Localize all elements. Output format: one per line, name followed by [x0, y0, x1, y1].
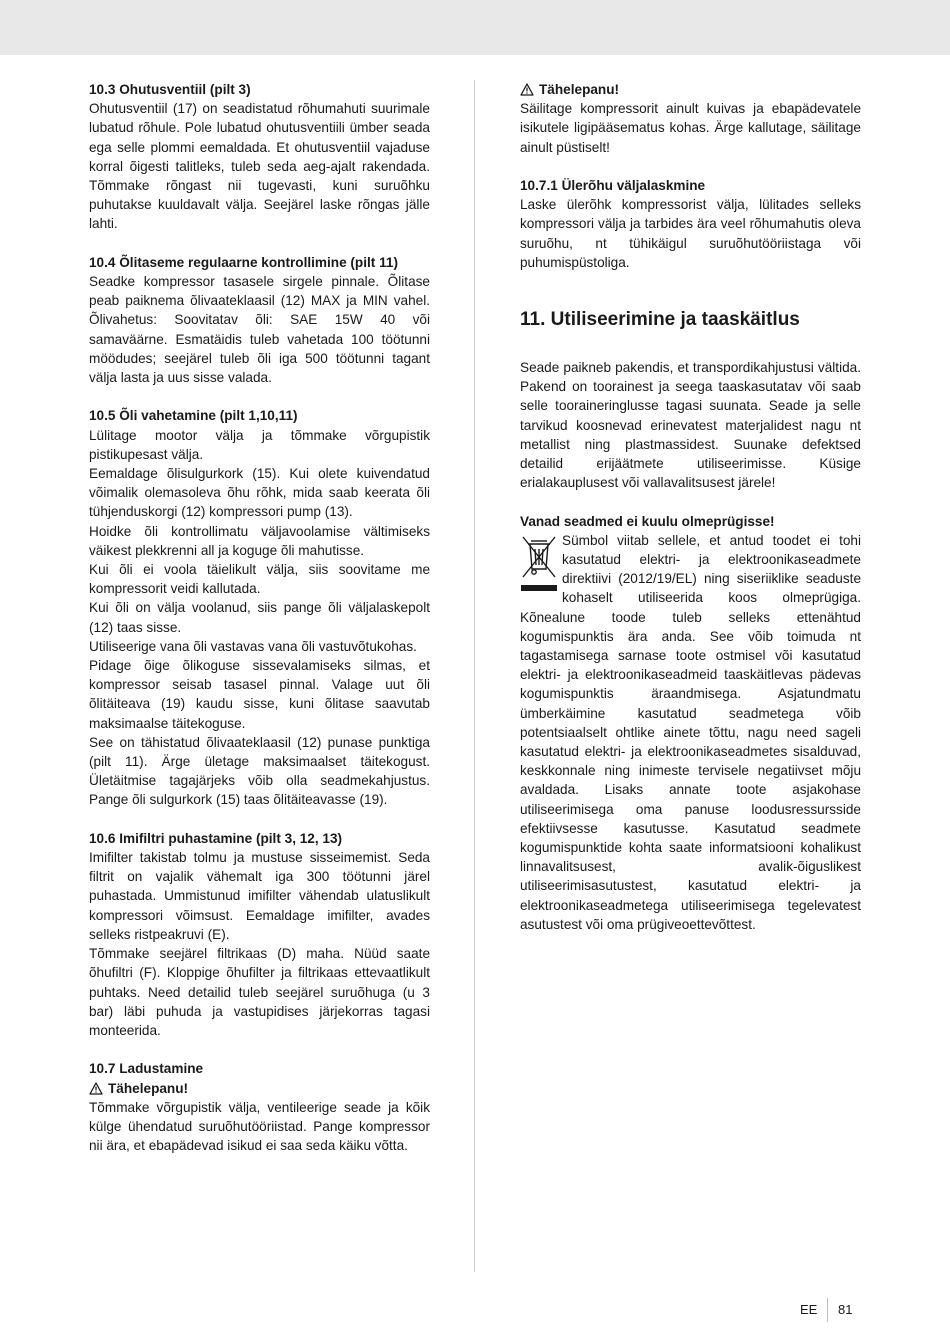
top-gray-band	[0, 0, 950, 55]
column-divider	[474, 80, 475, 1272]
section-10-5-paragraph: Hoidke õli kontrollimatu väljavoolamise vältimiseks väikest plekkrenni all ja koguge õli mahutisse.	[89, 523, 430, 558]
warning-triangle-icon	[89, 1082, 103, 1095]
storage-warning-body: Säilitage kompressorit ainult kuivas ja ebapädevatele isikutele ligipääsematus kohas. Ärge kallutage, säilitage ainult püstiselt!	[520, 101, 861, 155]
section-10-5-paragraph: Kui õli ei voola täielikult välja, siis soovitame me kompressorit veidi kallutada.	[89, 562, 430, 597]
section-10-5-paragraph: Lülitage mootor välja ja tõmmake võrgupistik pistikupesast välja.	[89, 427, 430, 462]
section-10-3-heading: 10.3 Ohutusventiil (pilt 3)	[89, 82, 251, 97]
section-10-4-heading: 10.4 Õlitaseme regulaarne kontrollimine (pilt 11)	[89, 254, 398, 270]
footer-language: EE	[800, 1302, 818, 1317]
section-10-5-heading: 10.5 Õli vahetamine (pilt 1,10,11)	[89, 408, 298, 424]
left-column	[89, 80, 430, 1155]
section-10-4-body: Seadke kompressor tasasele sirgele pinnale. Õlitase peab paiknema õlivaateklaasil (12) MAX ja MIN vahel. Õlivahetus: Soovitatav õli: SAE 15W 40 või samaväärne. Esmatäidis tuleb vahetada 100 töötunni möödudes; seejärel tuleb õli iga 500 töötunni tagant välja lasta ja uus sisse valada.	[89, 274, 430, 386]
chapter-11-body: Seade paikneb pakendis, et transpordikahjustusi vältida. Pakend on toorainest ja seega taaskasutatav või saab selle tooraineringlusse tagasi suunata. Seade ja selle tarvikud koosnevad erinevatest materjalidest nagu nt metallist ning plastmassidest. Suunake defektsed detailid erijäätmete utiliseerimisse. Küsige erialakauplusest või vallavalitsusest järele!	[520, 360, 861, 491]
warning-label	[89, 1079, 430, 1098]
page-number: 81	[838, 1302, 853, 1317]
section-10-5-paragraph: Eemaldage õlisulgurkork (15). Kui olete kuivendatud võimalik olemasoleva õhu rõhk, mida saab keerata õli tühjenduskorgi (12) kompressori pump (13).	[89, 466, 430, 520]
section-10-6-paragraph: Imifilter takistab tolmu ja mustuse sisseimemist. Seda filtrit on vajalik vähemalt iga 300 töötunni järel puhastada. Ummistunud imifilter vähendab ulatuslikult kompressori võimsust. Eemaldage imifilter, avades selleks ristpeakruvi (E).	[89, 850, 430, 942]
warning-triangle-icon	[520, 83, 534, 96]
footer-separator	[827, 1298, 828, 1322]
crossed-out-wheelie-bin-icon	[520, 535, 558, 593]
section-10-7-body: Tõmmake võrgupistik välja, ventileerige seade ja kõik külge ühendatud suruõhutööriistad. Pange kompressor nii ära, et ebapädevad isikud ei saa seda käiku võtta.	[89, 1099, 430, 1154]
section-10-5-paragraph: Kui õli on välja voolanud, siis pange õli väljalaskepolt (12) taas sisse.	[89, 600, 430, 635]
section-10-7-1-heading: 10.7.1 Ülerõhu väljalaskmine	[520, 178, 706, 193]
section-10-7-1-body: Laske ülerõhk kompressorist välja, lülitades selleks kompressori välja ja tarbides ära veel rõhumahutis oleva suruõhu, nt tühikäigul suruõhutööriistaga või puhumispüstoliga.	[520, 197, 861, 270]
section-10-3-body: Ohutusventiil (17) on seadistatud rõhumahuti suurimale lubatud rõhule. Pole lubatud ohutusventiili ümber seada ega selle plommi eemaldada. Et ohutusventiil vajaduse korral õigesti talitleks, tuleb seda aeg-ajalt rakendada. Tõmmake rõngast nii tugevasti, kuni suruõhku puhutakse kuuldavalt välja. Seejärel laske rõngas jälle lahti.	[89, 101, 430, 232]
section-10-5-paragraph: Utiliseerige vana õli vastavas vana õli vastuvõtukohas.	[89, 638, 417, 654]
section-10-6-paragraph: Tõmmake seejärel filtrikaas (D) maha. Nüüd saate õhufiltri (F). Kloppige õhufilter ja filtrikaas ettevaatlikult puhtaks. Need detailid tuleb seejärel suruõhuga (u 3 bar) läbi puhuda ja vastupidises järjekorras tagasi monteerida.	[89, 946, 430, 1038]
warning-text: Tähelepanu!	[108, 1080, 189, 1096]
section-10-6-heading: 10.6 Imifiltri puhastamine (pilt 3, 12, 13)	[89, 830, 343, 846]
chapter-11-heading: 11. Utiliseerimine ja taaskäitlus	[520, 309, 800, 331]
section-10-5-paragraph: Pidage õige õlikoguse sissevalamiseks silmas, et kompressor seisab tasasel pinnal. Valage uut õli õlitäiteava (19) kaudu sisse, kuni õlitase saavutab maksimaalse täitekoguse.	[89, 658, 430, 731]
warning-label	[520, 80, 861, 99]
old-devices-block	[520, 531, 861, 934]
old-devices-body: Sümbol viitab sellele, et antud toodet ei tohi kasutatud elektri- ja elektroonikaseadmete direktiivi (2012/19/EL) ning siseriiklike seaduste kohaselt utiliseerida koos olmeprügiga. Kõnealune toode tuleb selleks ettenähtud kogumispunktis ära anda. See võib toimuda nt tagastamisega sarnase toote ostmisel või kasutatud elektri- ja elektroonikaseadmeid taaskäitlevas pädevas kogumispunktis äraandmisega. Asjatundmatu ümberkäimine kasutatud seadmetega võib potentsiaalselt ohtlike ainete tõttu, nagu need sageli kasutatud elektri- ja elektroonikaseadmetes sisalduvad, keskkonnale ning inimeste tervisele negatiivset mõju avaldada. Lisaks annate toote asjakohase utiliseerimisega oma panuse loodusressursside efektiivsesse kasutusse. Kasutatud seadmete kogumispunktide kohta saate informatsiooni kohalikust linnavalitsusest, avalik-õiguslikest utiliseerimisasutustest, kasutatud elektri- ja elektroonikaseadmetega utiliseerimisega tegelevatest asutustest või oma prügiveoettevõttest.	[520, 532, 861, 932]
warning-text: Tähelepanu!	[539, 82, 620, 97]
section-10-5-paragraph: See on tähistatud õlivaateklaasil (12) punase punktiga (pilt 11). Ärge ületage maksimaalset täitekogust. Ületäitmise tagajärjeks võib olla seadmekahjustus. Pange õli sulgurkork (15) taas õlitäiteavasse (19).	[89, 734, 430, 808]
old-devices-heading: Vanad seadmed ei kuulu olmeprügisse!	[520, 513, 775, 529]
right-column	[520, 80, 861, 934]
section-10-7-heading: 10.7 Ladustamine	[89, 1061, 204, 1077]
